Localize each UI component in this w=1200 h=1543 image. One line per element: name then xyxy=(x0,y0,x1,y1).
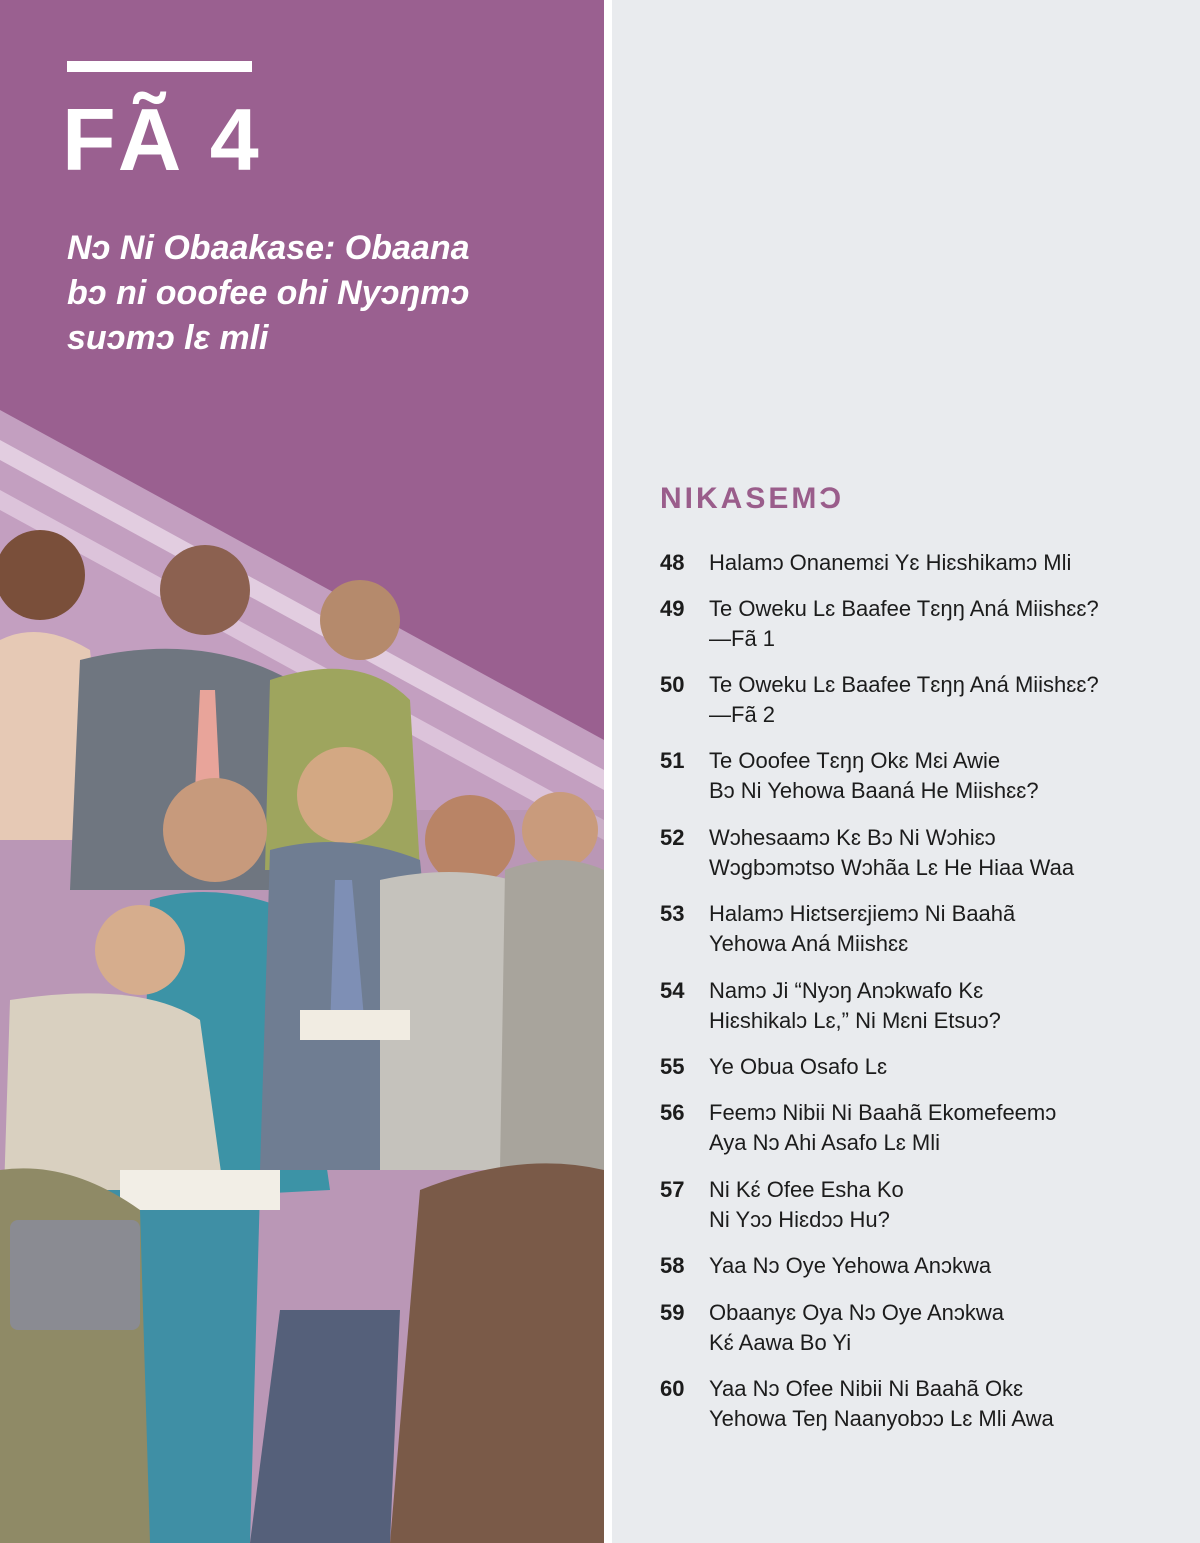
lesson-number: 58 xyxy=(660,1253,685,1278)
lesson-number: 53 xyxy=(660,901,685,926)
lesson-title: Yaa Nɔ Oye Yehowa Anɔkwa xyxy=(709,1253,992,1278)
lesson-number: 50 xyxy=(660,672,685,697)
lesson-number: 49 xyxy=(660,596,685,621)
lesson-title: Te Ooofee Tɛŋŋ Okɛ Mɛi Awie Bɔ Ni Yehowa Baaná He Miishɛɛ? xyxy=(709,748,1039,803)
lesson-title: Ni Kɛ́ Ofee Esha Ko Ni Yɔɔ Hiɛdɔɔ Hu? xyxy=(709,1177,904,1232)
lesson-number: 55 xyxy=(660,1054,685,1079)
contents-heading: NIKASEMƆ xyxy=(660,482,845,515)
lesson-title: Obaanyɛ Oya Nɔ Oye Anɔkwa Kɛ́ Aawa Bo Yi xyxy=(709,1300,1004,1355)
lesson-title: Namɔ Ji “Nyɔŋ Anɔkwafo Kɛ Hiɛshikalɔ Lɛ,” Ni Mɛni Etsuɔ? xyxy=(709,978,1001,1033)
lesson-number: 51 xyxy=(660,748,685,773)
lesson-title: Halamɔ Hiɛtserɛjiemɔ Ni Baahã Yehowa Aná Miishɛɛ xyxy=(709,901,1016,956)
congregation-illustration xyxy=(0,410,604,1543)
lesson-title: Ye Obua Osafo Lɛ xyxy=(709,1054,888,1079)
title-rule xyxy=(67,61,252,72)
lesson-title: Te Oweku Lɛ Baafee Tɛŋŋ Aná Miishɛɛ? —Fã 2 xyxy=(709,672,1099,727)
lesson-number: 57 xyxy=(660,1177,685,1202)
lesson-title: Feemɔ Nibii Ni Baahã Ekomefeemɔ Aya Nɔ Ahi Asafo Lɛ Mli xyxy=(709,1100,1057,1155)
contents-panel xyxy=(612,0,1200,1543)
part-title: FÃ 4 xyxy=(62,90,261,189)
lesson-number: 52 xyxy=(660,825,685,850)
panel-divider xyxy=(604,0,612,1543)
part-subtitle: Nɔ Ni Obaakase: Obaana bɔ ni ooofee ohi Nyɔŋmɔ suɔmɔ lɛ mli xyxy=(67,229,470,357)
lesson-number: 48 xyxy=(660,550,685,575)
lesson-title: Te Oweku Lɛ Baafee Tɛŋŋ Aná Miishɛɛ? —Fã 1 xyxy=(709,596,1099,651)
lesson-title: Yaa Nɔ Ofee Nibii Ni Baahã Okɛ Yehowa Teŋ Naanyobɔɔ Lɛ Mli Awa xyxy=(709,1376,1054,1431)
lesson-title: Wɔhesaamɔ Kɛ Bɔ Ni Wɔhiɛɔ Wɔgbɔmɔtso Wɔhãa Lɛ He Hiaa Waa xyxy=(709,825,1075,880)
lesson-number: 59 xyxy=(660,1300,685,1325)
lesson-title: Halamɔ Onanemɛi Yɛ Hiɛshikamɔ Mli xyxy=(709,550,1072,575)
lesson-number: 56 xyxy=(660,1100,685,1125)
lesson-number: 54 xyxy=(660,978,685,1003)
lesson-number: 60 xyxy=(660,1376,685,1401)
